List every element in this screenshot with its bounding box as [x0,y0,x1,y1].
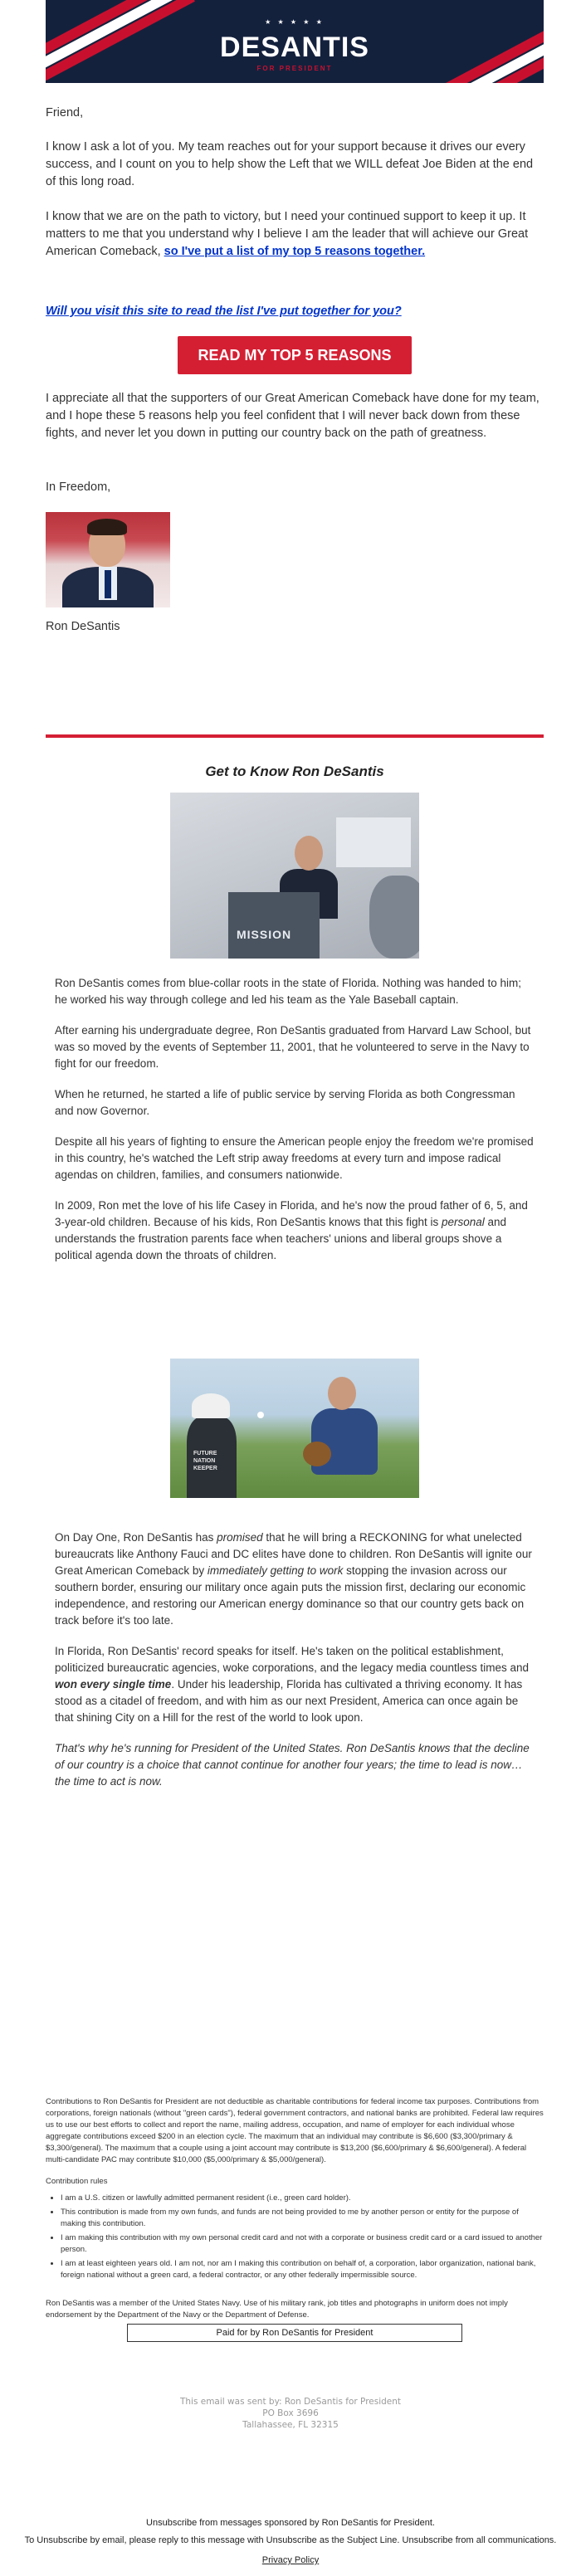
baseball-photo [170,1359,419,1498]
letter-paragraph: I appreciate all that the supporters of our Great American Comeback have done for my team, and I hope these 5 reasons help you feel confident that I will never back down from these fights, and never let you down in putting our country back on the path of greatness. [46,392,540,440]
photo-child-cap [192,1393,230,1418]
paid-for-box: Paid for by Ron DeSantis for President [127,2324,462,2342]
photo-sign [336,817,411,867]
city-address: Tallahassee, FL 32315 [242,2420,339,2430]
campaign-logo: DESANTIS [220,32,369,63]
about-paragraph [55,1530,536,1629]
paragraph-text: that he will bring a RECKONING for what unelected bureaucrats like Anthony Fauci and DC elites have done to children. Ron DeSantis will ignite our Great American Comeback by [55,1531,532,1577]
campaign-logo-sub: FOR PRESIDENT [256,65,333,72]
about-title: Get to Know Ron DeSantis [205,764,384,779]
about-paragraph: Despite all his years of fighting to ensure the American people enjoy the freedom we're promised in this country, he's watched the Left strip away freedoms at every turn and impose radical agendas on children, families, and consumers nationwide. [55,1135,534,1181]
emphasis-text: won every single time [55,1678,172,1690]
paragraph-text: In 2009, Ron met the love of his life Casey in Florida, and he's now the proud father of 6, 5, and 3-year-old children. Because of his kids, Ron DeSantis knows that this fight is [55,1199,528,1228]
paragraph-text: In Florida, Ron DeSantis' record speaks for itself. He's taken on the political establishment, politicized bureaucratic agencies, woke corporations, and the legacy media countless times and [55,1645,530,1674]
privacy-wrapper [0,2554,581,2567]
unsubscribe-link[interactable]: Unsubscribe from messages sponsored by Ron DeSantis for President. [146,2518,435,2528]
baseball-glove-icon [303,1442,331,1466]
legal-disclaimer: Contributions to Ron DeSantis for President are not deductible as charitable contributions for federal income tax purposes. Contributions from corporations, foreign nationals (without "green cards"), federal government contractors, and national banks are prohibited. Federal law requires us to use our best efforts to collect and report the name, mailing address, occupation, and name of employer for each individual whose aggregate contributions exceed $200 in an election cycle. The maximum that an individual may contribute is $6,600 ($3,300/primary & $3,300/general). The maximum that a couple using a joint account may contribute is $13,200 ($6,600/primary & $6,600/general). A federal multi-candidate PAC may contribute $10,000 ($5,000/primary & $5,000/general). [46,2097,544,2164]
about-paragraph [55,1198,536,1264]
paragraph-text: On Day One, Ron DeSantis has [55,1531,217,1544]
rule-item: • I am making this contribution with my own personal credit card and not with a corporate or business credit card or a card issued to another person. [61,2232,544,2256]
speaker-head [295,836,323,871]
paragraph-text: I know that we are on the path to victory, but I need your continued support to keep it up. It matters to me that you understand why I believe I am the leader that will achieve our Great American Comeback, [46,210,529,258]
privacy-policy-link[interactable]: Privacy Policy [261,2555,320,2565]
question-paragraph [46,303,544,320]
closing: In Freedom, [46,481,111,494]
emphasis-text: personal [441,1216,485,1228]
about-body-1 [55,975,536,1264]
letter-paragraph [46,208,544,261]
paragraph-text: and understands the frustration parents face when teachers' unions and liberal groups shove a political agenda down the throats of children. [55,1216,507,1261]
rules-list [46,2193,544,2281]
email-unsubscribe-note: To Unsubscribe by email, please reply to this message with Unsubscribe as the Subject Line. Unsubscribe from all communications. [24,2535,557,2545]
about-body-2 [55,1530,536,1790]
portrait-hair [87,519,127,535]
navy-note: Ron DeSantis was a member of the United States Navy. Use of his military rank, job titles and photographs in uniform does not imply endorsement by the Department of the Navy or the Department of Defense. [46,2299,508,2320]
podium-photo [170,793,419,959]
rule-item: • I am a U.S. citizen or lawfully admitted permanent resident (i.e., green card holder). [61,2193,544,2204]
paragraph-text: stopping the invasion across our southern border, ensuring our military once again puts the mission first, declaring our economic independence, and restoring our American energy dominance so that our country gets back on track before it's too late. [55,1564,526,1627]
rules-title: Contribution rules [46,2177,108,2186]
letter-paragraph: I know I ask a lot of you. My team reaches out for your support because it drives our every success, and I count on you to help show the Left that we WILL defeat Joe Biden at the end of this long road. [46,140,534,188]
podium [228,892,320,959]
baseball-icon [257,1412,264,1418]
about-paragraph: When he returned, he started a life of public service by serving Florida as both Congressman and now Governor. [55,1088,515,1117]
top5-reasons-link[interactable]: so I've put a list of my top 5 reasons together. [164,245,426,258]
emphasis-text: promised [217,1531,263,1544]
sent-by: This email was sent by: Ron DeSantis for President [179,2397,402,2407]
po-box: PO Box 3696 [262,2408,319,2418]
stars-icon: ★ ★ ★ ★ ★ [265,18,325,26]
rule-item: • This contribution is made from my own funds, and funds are not being provided to me by another person or entity for the purpose of making this contribution. [61,2207,544,2230]
legal-section [46,2096,544,2321]
about-paragraph [55,1643,536,1726]
child-shirt-text: FUTURE NATION KEEPER [193,1451,217,1471]
about-paragraph: After earning his undergraduate degree, Ron DeSantis graduated from Harvard Law School, but was so moved by the events of September 11, 2001, that he volunteered to serve in the Navy to fight for our freedom. [55,1024,531,1070]
read-top5-button[interactable]: READ MY TOP 5 REASONS [178,336,412,374]
visit-site-link[interactable]: Will you visit this site to read the list I've put together for you? [46,305,402,318]
about-paragraph: That's why he's running for President of the United States. Ron DeSantis knows that the decline of our country is a choice that cannot continue for another four years; the time to lead is now… the time to act is now. [55,1742,530,1788]
signature: Ron DeSantis [46,620,120,633]
photo-man-head [328,1377,356,1410]
photo-crowd [369,876,419,959]
portrait-tie [105,570,111,598]
greeting: Friend, [46,106,84,120]
paragraph-text: . Under his leadership, Florida has cultivated a thriving economy. It has stood as a citadel of freedom, and with him as our next President, America can once again be that shining City on a Hill for the rest of the world to look upon. [55,1678,523,1724]
candidate-portrait [46,512,170,607]
rule-item: • I am at least eighteen years old. I am not, nor am I making this contribution on behalf of, a corporation, labor organization, national bank, foreign national without a green card, a federal contractor, or any other federally impermissible source. [61,2258,544,2281]
emphasis-text: immediately getting to work [207,1564,344,1577]
about-paragraph: Ron DeSantis comes from blue-collar roots in the state of Florida. Nothing was handed to him; he worked his way through college and led his team as the Yale Baseball captain. [55,977,522,1006]
header-banner [46,0,544,83]
podium-text: MISSION [237,928,292,941]
section-divider [46,734,544,738]
